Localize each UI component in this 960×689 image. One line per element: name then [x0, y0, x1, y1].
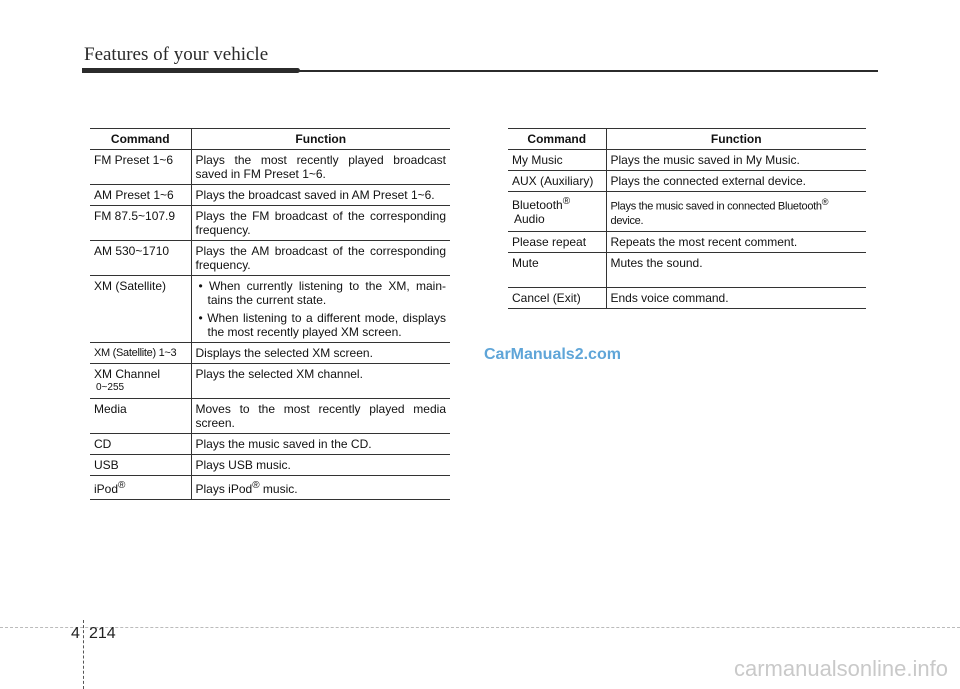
- function-cell: [606, 192, 866, 232]
- registered-mark: ®: [821, 197, 829, 207]
- function-cell: [191, 476, 450, 500]
- command-cell: USB: [90, 455, 191, 476]
- table-row: [508, 287, 866, 308]
- command-cell: [90, 476, 191, 500]
- registered-mark: ®: [562, 196, 571, 207]
- command-sublabel: Audio: [514, 212, 545, 226]
- function-cell: Plays the music saved in My Music.: [606, 150, 866, 171]
- command-cell: Media: [90, 399, 191, 434]
- page-section-number: 4: [71, 625, 80, 642]
- page-footer-rule: [0, 627, 960, 628]
- function-text: device.: [610, 214, 644, 227]
- command-cell: XM (Satellite) 1~3: [90, 343, 191, 364]
- command-cell: CD: [90, 434, 191, 455]
- watermark-text: CarManuals2.com: [484, 346, 621, 363]
- table-row: [508, 150, 866, 171]
- function-cell: Plays the connected external device.: [606, 171, 866, 192]
- registered-mark: ®: [252, 480, 260, 491]
- command-label: XM Channel: [94, 367, 161, 381]
- command-label: Bluetooth: [512, 198, 563, 212]
- column-header-command: Command: [90, 129, 191, 150]
- function-cell: Plays the selected XM channel.: [191, 364, 450, 399]
- header-rule-accent: [82, 68, 300, 73]
- bullet-item: • When currently listening to the XM, main-tains the current state.: [198, 279, 446, 307]
- page-number-divider: [83, 620, 84, 689]
- command-cell: Cancel (Exit): [508, 287, 606, 308]
- function-cell: Repeats the most recent comment.: [606, 231, 866, 252]
- command-cell: FM 87.5~107.9: [90, 206, 191, 241]
- command-cell: Mute: [508, 252, 606, 287]
- command-table-right: [508, 128, 866, 309]
- table-row: [508, 231, 866, 252]
- table-row: [90, 476, 450, 500]
- table-header-row: [90, 129, 450, 150]
- command-cell: [508, 192, 606, 232]
- function-text: Plays the music saved in connected Bluetooth: [610, 200, 822, 213]
- command-cell: My Music: [508, 150, 606, 171]
- function-cell: Mutes the sound.: [606, 252, 866, 287]
- table-row: [90, 399, 450, 434]
- table-row: [90, 276, 450, 343]
- footer-watermark: carmanualsonline.info: [733, 656, 948, 681]
- command-cell: AM Preset 1~6: [90, 185, 191, 206]
- function-cell: Plays the FM broadcast of the corresponding frequency.: [191, 206, 450, 241]
- function-cell: Plays the most recently played broadcast saved in FM Preset 1~6.: [191, 150, 450, 185]
- function-cell: Ends voice command.: [606, 287, 866, 308]
- function-text: Plays iPod: [195, 482, 253, 496]
- command-cell: FM Preset 1~6: [90, 150, 191, 185]
- table-row: [90, 343, 450, 364]
- command-cell: XM (Satellite): [90, 276, 191, 343]
- function-cell: Displays the selected XM screen.: [191, 343, 450, 364]
- function-text: music.: [259, 482, 298, 496]
- table-row: [90, 434, 450, 455]
- command-table-left: [90, 128, 450, 500]
- bullet-text: When listening to a different mode, displays the most recently played XM screen.: [207, 311, 446, 339]
- table-header-row: [508, 129, 866, 150]
- page-header-title: Features of your vehicle: [84, 44, 269, 65]
- command-cell: Please repeat: [508, 231, 606, 252]
- table-row: [90, 364, 450, 399]
- table-row: [90, 185, 450, 206]
- column-header-function: Function: [606, 129, 866, 150]
- command-sublabel: 0~255: [96, 382, 125, 393]
- table-row: [90, 150, 450, 185]
- page-number: 214: [89, 625, 116, 642]
- function-cell: Plays the broadcast saved in AM Preset 1~6.: [191, 185, 450, 206]
- bullet-item: • When listening to a different mode, displays the most recently played XM screen.: [198, 311, 446, 339]
- table-row: [508, 171, 866, 192]
- table-row: [90, 206, 450, 241]
- column-header-function: Function: [191, 129, 450, 150]
- table-row: [508, 252, 866, 287]
- command-cell: AM 530~1710: [90, 241, 191, 276]
- function-cell: Plays the music saved in the CD.: [191, 434, 450, 455]
- command-cell: [90, 364, 191, 399]
- command-cell: AUX (Auxiliary): [508, 171, 606, 192]
- registered-mark: ®: [118, 480, 126, 491]
- command-label: iPod: [94, 482, 119, 496]
- table-row: [90, 241, 450, 276]
- column-header-command: Command: [508, 129, 606, 150]
- table-row: [508, 192, 866, 232]
- function-cell: Plays the AM broadcast of the corresponding frequency.: [191, 241, 450, 276]
- function-cell: Plays USB music.: [191, 455, 450, 476]
- table-row: [90, 455, 450, 476]
- function-cell: [191, 276, 450, 343]
- function-cell: Moves to the most recently played media screen.: [191, 399, 450, 434]
- bullet-text: When currently listening to the XM, main-tains the current state.: [207, 279, 446, 307]
